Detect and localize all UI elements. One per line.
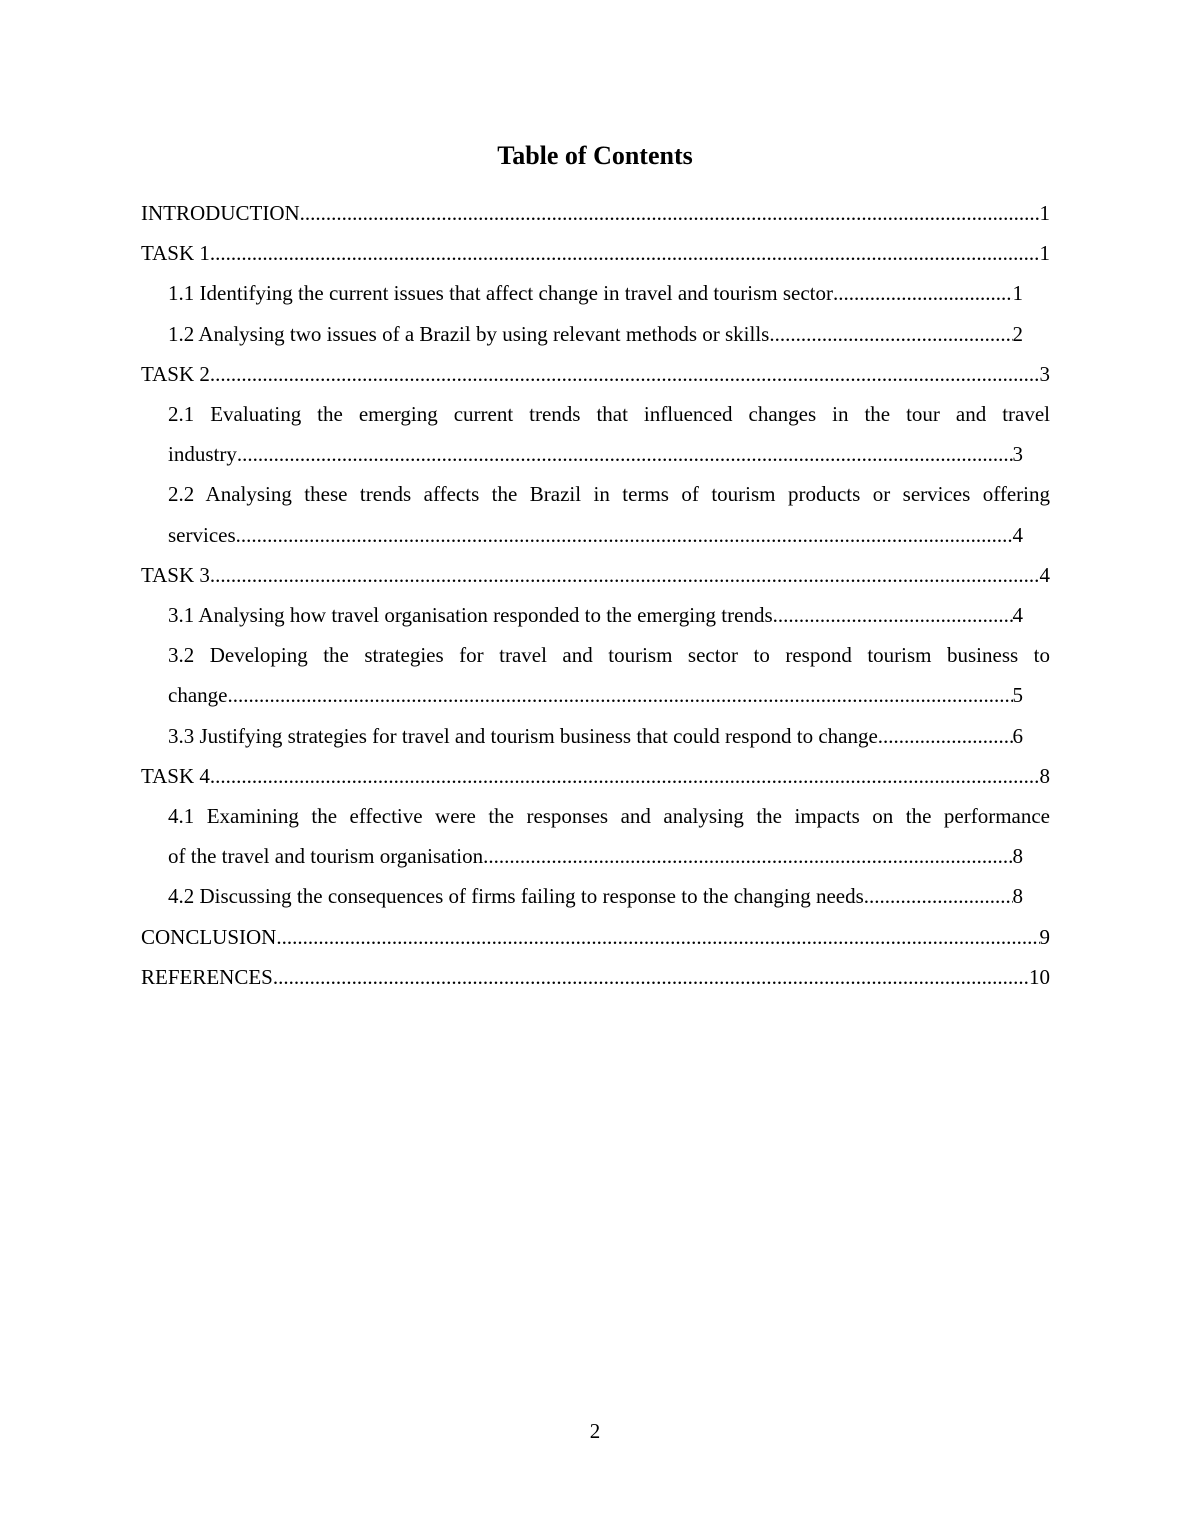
toc-dot-leader [878,716,1013,756]
page-title: Table of Contents [497,141,693,170]
toc-entry-task-4[interactable] [141,756,1050,796]
toc-entry-page: 1 [1039,241,1050,266]
toc-entry-label: change [168,683,228,708]
table-of-contents [141,193,1050,997]
toc-entry-page: 4 [1012,522,1023,547]
toc-entry-label: 4.2 Discussing the consequences of firms failing to response to the changing needs [168,884,864,909]
toc-entry-page: 5 [1012,683,1023,708]
toc-entry-label: 1.1 Identifying the current issues that affect change in travel and tourism sector [168,281,833,306]
toc-entry-label: 3.3 Justifying strategies for travel and tourism business that could respond to change [168,723,878,748]
toc-entry-page: 6 [1012,723,1023,748]
toc-dot-leader [210,233,1040,273]
toc-entry-task-1[interactable] [141,233,1050,273]
toc-dot-leader [300,193,1040,233]
toc-entry-page: 9 [1039,924,1050,949]
toc-entry-label: 1.2 Analysing two issues of a Brazil by using relevant methods or skills [168,321,770,346]
toc-dot-leader [210,354,1040,394]
toc-dot-leader [833,273,1013,313]
toc-entry-label: INTRODUCTION [141,201,300,225]
toc-entry-3-3[interactable] [168,716,1023,756]
toc-entry-page: 8 [1012,884,1023,909]
toc-entry-page: 3 [1039,361,1050,386]
toc-entry-label: 3.1 Analysing how travel organisation responded to the emerging trends [168,603,773,628]
toc-dot-leader [769,314,1012,354]
toc-entry-page: 2 [1012,321,1023,346]
toc-dot-leader [483,836,1012,876]
toc-entry-label: REFERENCES [141,964,273,989]
toc-entry-introduction[interactable] [141,193,1050,233]
toc-entry-references[interactable] [141,957,1050,997]
toc-dot-leader [237,434,1013,474]
toc-entry-label: industry [168,442,237,467]
toc-entry-label: TASK 1 [141,241,210,266]
toc-entry-2-1[interactable] [168,394,1050,474]
toc-entry-label: TASK 2 [141,361,210,386]
toc-entry-label-first-line: 2.1 Evaluating the emerging current trends that influenced changes in the tour and travel [168,402,1050,427]
toc-entry-page: 1 [1039,201,1050,225]
toc-dot-leader [227,675,1012,715]
toc-entry-label: TASK 4 [141,763,210,788]
toc-entry-2-2[interactable] [168,474,1050,554]
toc-dot-leader [273,957,1029,997]
toc-entry-4-1[interactable] [168,796,1050,876]
toc-entry-conclusion[interactable] [141,917,1050,957]
page-number: 2 [589,1419,601,1443]
toc-dot-leader [210,555,1040,595]
toc-entry-label: CONCLUSION [141,924,277,949]
toc-entry-label: of the travel and tourism organisation [168,844,484,869]
toc-dot-leader [210,756,1040,796]
toc-entry-page: 10 [1029,964,1050,989]
toc-entry-page: 3 [1012,442,1023,467]
toc-entry-page: 1 [1012,281,1023,306]
toc-dot-leader [864,876,1013,916]
toc-entry-page: 4 [1039,562,1050,587]
toc-entry-page: 4 [1012,603,1023,628]
toc-entry-1-1[interactable] [168,273,1023,313]
toc-entry-4-2[interactable] [168,876,1023,916]
toc-dot-leader [276,917,1039,957]
toc-entry-label: TASK 3 [141,562,210,587]
toc-entry-label: services [168,522,236,547]
toc-entry-1-2[interactable] [168,314,1023,354]
toc-entry-label-first-line: 4.1 Examining the effective were the responses and analysing the impacts on the performance [168,804,1050,829]
toc-entry-3-2[interactable] [168,635,1050,715]
toc-entry-label-first-line: 3.2 Developing the strategies for travel and tourism sector to respond tourism business to [168,643,1050,668]
toc-dot-leader [236,515,1013,555]
toc-entry-task-2[interactable] [141,354,1050,394]
toc-entry-page: 8 [1012,844,1023,869]
toc-entry-3-1[interactable] [168,595,1023,635]
toc-entry-label-first-line: 2.2 Analysing these trends affects the Brazil in terms of tourism products or services offering [168,482,1050,507]
toc-dot-leader [773,595,1013,635]
toc-entry-task-3[interactable] [141,555,1050,595]
toc-entry-page: 8 [1039,763,1050,788]
